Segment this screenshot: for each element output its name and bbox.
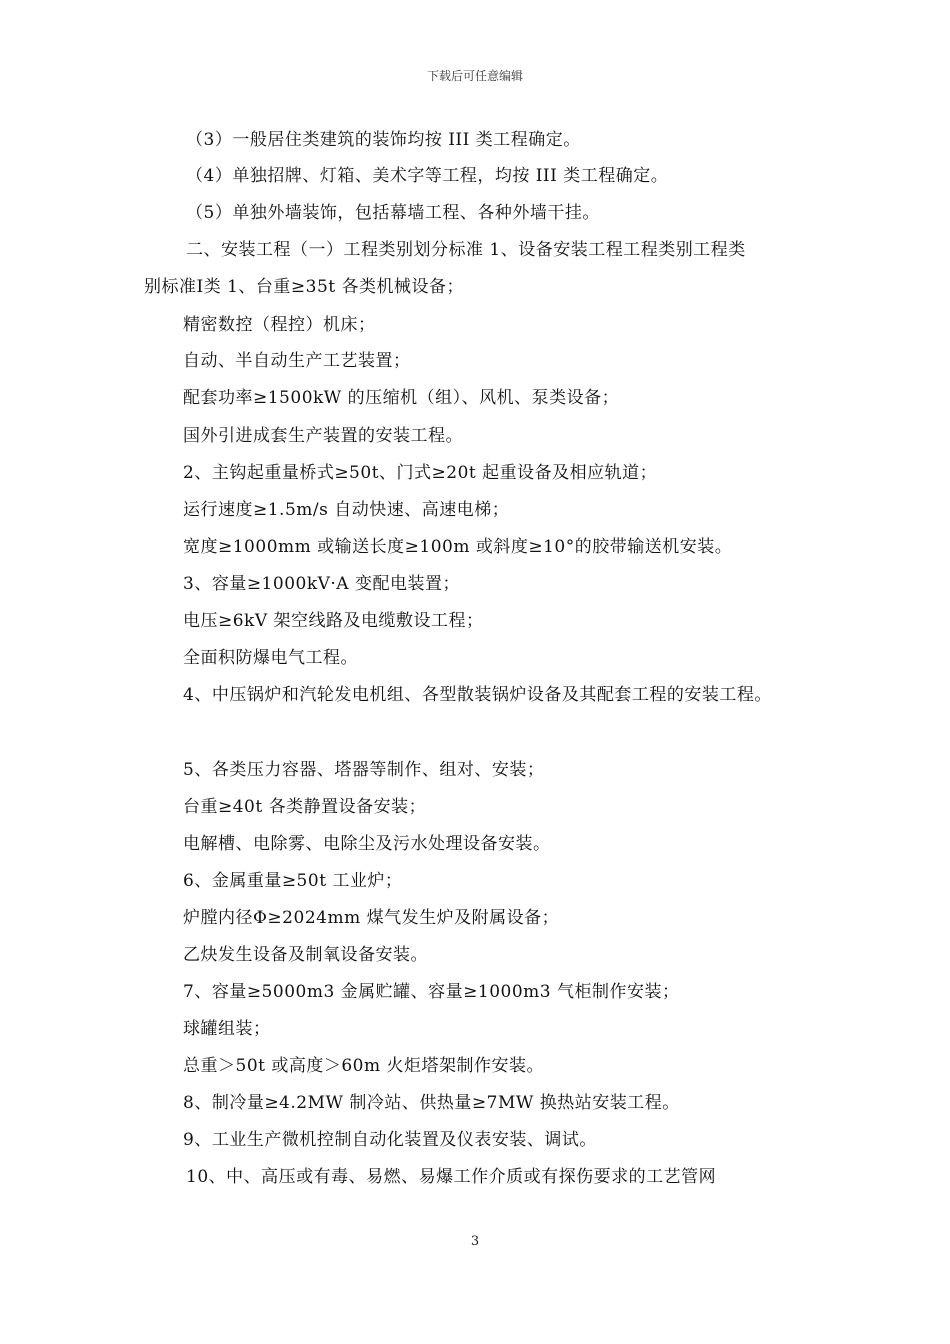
text-line: 9、工业生产微机控制自动化装置及仪表安装、调试。 xyxy=(183,1130,597,1150)
text-line: 电压≥6kV 架空线路及电缆敷设工程； xyxy=(183,611,484,631)
text-line: 4、中压锅炉和汽轮发电机组、各型散装锅炉设备及其配套工程的安装工程。 xyxy=(183,685,772,705)
text-line: 全面积防爆电气工程。 xyxy=(183,648,358,668)
page-header: 下载后可任意编辑 xyxy=(426,69,523,83)
text-line: （5）单独外墙装饰，包括幕墙工程、各种外墙干挂。 xyxy=(186,203,600,223)
text-line: 国外引进成套生产装置的安装工程。 xyxy=(183,426,463,446)
text-line: 二、安装工程（一）工程类别划分标准 1、设备安装工程工程类别工程类 xyxy=(186,240,746,260)
text-line: 别标准Ⅰ类 1、台重≥35t 各类机械设备； xyxy=(144,277,465,297)
text-line: 精密数控（程控）机床； xyxy=(183,315,376,335)
text-line: 运行速度≥1.5m/s 自动快速、高速电梯； xyxy=(183,500,510,520)
page-number: 3 xyxy=(470,1234,480,1249)
text-line: 宽度≥1000mm 或输送长度≥100m 或斜度≥10°的胶带输送机安装。 xyxy=(183,537,733,557)
text-line: 球罐组装； xyxy=(183,1019,271,1039)
text-line: 炉膛内径Φ≥2024mm 煤气发生炉及附属设备； xyxy=(183,908,560,928)
text-line: 台重≥40t 各类静置设备安装； xyxy=(183,797,427,817)
text-line: 2、主钩起重量桥式≥50t、门式≥20t 起重设备及相应轨道； xyxy=(183,463,658,483)
text-line: 总重＞50t 或高度＞60m 火炬塔架制作安装。 xyxy=(183,1056,545,1076)
text-line: 10、中、高压或有毒、易燃、易爆工作介质或有探伤要求的工艺管网 xyxy=(186,1167,717,1187)
text-line: 电解槽、电除雾、电除尘及污水处理设备安装。 xyxy=(183,834,551,854)
text-line: 自动、半自动生产工艺装置； xyxy=(183,351,411,371)
text-line: 7、容量≥5000m3 金属贮罐、容量≥1000m3 气柜制作安装； xyxy=(183,982,680,1002)
text-line: （4）单独招牌、灯箱、美术字等工程，均按 III 类工程确定。 xyxy=(186,166,669,186)
text-line: 3、容量≥1000kV·A 变配电装置； xyxy=(183,574,460,594)
text-line: 5、各类压力容器、塔器等制作、组对、安装； xyxy=(183,760,545,780)
text-line: （3）一般居住类建筑的装饰均按 III 类工程确定。 xyxy=(186,130,581,150)
text-line: 8、制冷量≥4.2MW 制冷站、供热量≥7MW 换热站安装工程。 xyxy=(183,1093,680,1113)
text-line: 6、金属重量≥50t 工业炉； xyxy=(183,871,403,891)
text-line: 配套功率≥1500kW 的压缩机（组）、风机、泵类设备； xyxy=(183,388,620,408)
text-line: 乙炔发生设备及制氧设备安装。 xyxy=(183,945,428,965)
